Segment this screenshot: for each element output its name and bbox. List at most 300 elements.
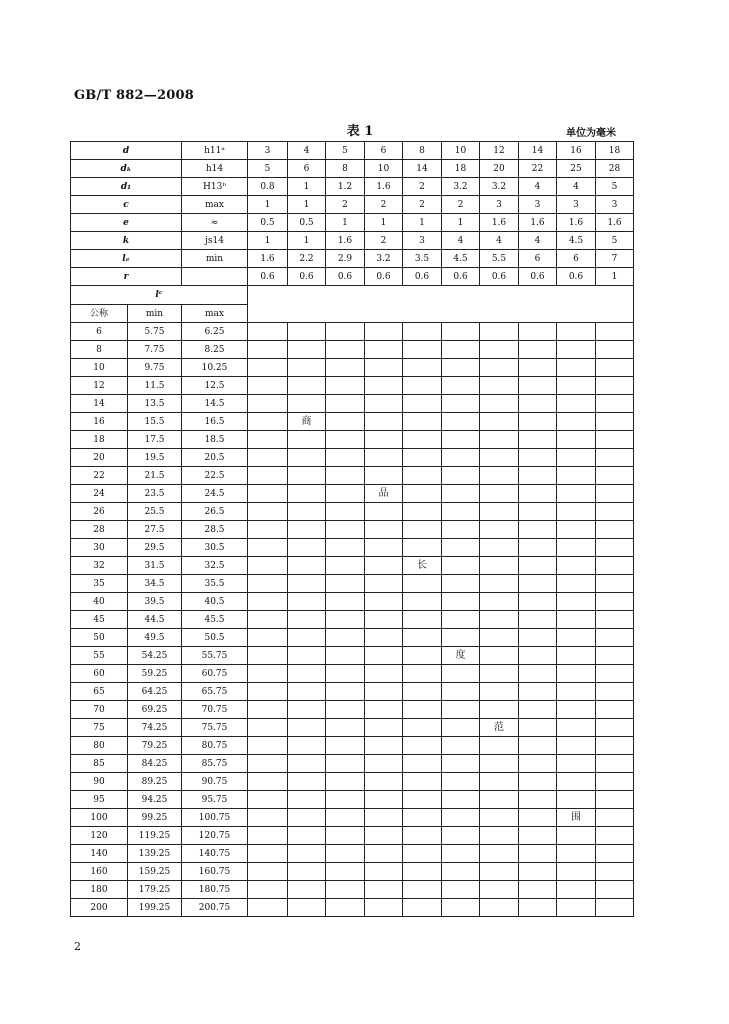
- spec-row: [71, 268, 634, 286]
- length-cell: [365, 701, 403, 719]
- length-cell: [403, 755, 442, 773]
- length-cell: [326, 827, 365, 845]
- spec-value: 1.6: [365, 178, 403, 196]
- length-cell: [442, 431, 480, 449]
- length-max: 24.5: [182, 485, 248, 503]
- length-nominal: 50: [71, 629, 128, 647]
- length-cell: [596, 377, 634, 395]
- spec-value: 3: [480, 196, 519, 214]
- length-nominal: 35: [71, 575, 128, 593]
- spec-value: 4.5: [557, 232, 596, 250]
- length-row: [71, 827, 634, 845]
- length-cell: [596, 521, 634, 539]
- length-cell: [442, 845, 480, 863]
- length-row: [71, 485, 634, 503]
- length-max: 50.5: [182, 629, 248, 647]
- dimension-table: [70, 141, 634, 917]
- length-cell: [557, 467, 596, 485]
- length-cell: [442, 683, 480, 701]
- length-cell: [248, 881, 288, 899]
- length-cell: [557, 827, 596, 845]
- length-cell: [596, 791, 634, 809]
- length-cell: [480, 827, 519, 845]
- spec-value: 1.6: [248, 250, 288, 268]
- length-cell: [248, 341, 288, 359]
- length-cell: [365, 575, 403, 593]
- length-cell: [557, 899, 596, 917]
- length-min: 7.75: [128, 341, 182, 359]
- spec-value: 4: [288, 142, 326, 160]
- length-cell: [288, 863, 326, 881]
- spec-tolerance: min: [182, 250, 248, 268]
- length-row: [71, 647, 634, 665]
- length-cell: [519, 647, 557, 665]
- length-cell: [557, 863, 596, 881]
- length-cell: [326, 899, 365, 917]
- spec-value: 0.6: [288, 268, 326, 286]
- length-cell: [248, 629, 288, 647]
- length-cell: [326, 719, 365, 737]
- length-cell: [365, 899, 403, 917]
- length-cell: [365, 755, 403, 773]
- spec-value: 4.5: [442, 250, 480, 268]
- spec-tolerance: h14: [182, 160, 248, 178]
- length-cell: [365, 323, 403, 341]
- length-cell: [248, 539, 288, 557]
- length-nominal: 140: [71, 845, 128, 863]
- length-min: 49.5: [128, 629, 182, 647]
- length-cell: [403, 701, 442, 719]
- length-row: [71, 539, 634, 557]
- spec-tolerance: h11ᵃ: [182, 142, 248, 160]
- length-cell: [557, 395, 596, 413]
- length-row: [71, 377, 634, 395]
- length-cell: [248, 665, 288, 683]
- length-cell: [403, 539, 442, 557]
- length-cell: [480, 845, 519, 863]
- length-cell: [326, 629, 365, 647]
- length-cell: [365, 719, 403, 737]
- length-row: [71, 611, 634, 629]
- length-min: 64.25: [128, 683, 182, 701]
- length-max: 32.5: [182, 557, 248, 575]
- length-cell: [326, 521, 365, 539]
- length-cell: [365, 665, 403, 683]
- spec-value: 0.8: [248, 178, 288, 196]
- length-cell: [248, 701, 288, 719]
- length-cell: [442, 323, 480, 341]
- length-cell: [519, 503, 557, 521]
- length-cell: [248, 323, 288, 341]
- length-cell: [596, 413, 634, 431]
- length-nominal: 22: [71, 467, 128, 485]
- length-cell: [442, 719, 480, 737]
- length-cell: [326, 863, 365, 881]
- length-cell: [442, 413, 480, 431]
- length-nominal: 80: [71, 737, 128, 755]
- length-cell: [248, 791, 288, 809]
- length-cell: [442, 665, 480, 683]
- length-cell: [248, 899, 288, 917]
- length-cell: [480, 539, 519, 557]
- length-min: 15.5: [128, 413, 182, 431]
- length-cell: [403, 593, 442, 611]
- spec-value: 1.6: [596, 214, 634, 232]
- length-cell: [288, 467, 326, 485]
- length-cell: [519, 395, 557, 413]
- length-cell: [288, 341, 326, 359]
- length-min: 5.75: [128, 323, 182, 341]
- length-cell: [403, 575, 442, 593]
- range-mark: 度: [442, 647, 480, 665]
- spec-symbol: lₑ: [71, 250, 182, 268]
- length-min: 159.25: [128, 863, 182, 881]
- length-cell: [403, 845, 442, 863]
- length-cell: [519, 629, 557, 647]
- length-max: 90.75: [182, 773, 248, 791]
- length-cell: [365, 341, 403, 359]
- length-cell: [403, 449, 442, 467]
- length-cell: [519, 665, 557, 683]
- length-max: 80.75: [182, 737, 248, 755]
- length-cell: [326, 611, 365, 629]
- length-cell: [288, 323, 326, 341]
- spec-value: 5: [248, 160, 288, 178]
- spec-value: 0.6: [557, 268, 596, 286]
- length-cell: [557, 593, 596, 611]
- length-max: 70.75: [182, 701, 248, 719]
- length-cell: [403, 737, 442, 755]
- spec-value: 2.9: [326, 250, 365, 268]
- length-cell: [519, 449, 557, 467]
- length-nominal: 28: [71, 521, 128, 539]
- length-cell: [557, 503, 596, 521]
- spec-value: 1: [288, 178, 326, 196]
- length-nominal: 24: [71, 485, 128, 503]
- length-cell: [365, 791, 403, 809]
- spec-row: [71, 232, 634, 250]
- length-cell: [288, 575, 326, 593]
- length-cell: [519, 899, 557, 917]
- length-cell: [519, 683, 557, 701]
- length-cell: [480, 593, 519, 611]
- length-cell: [519, 359, 557, 377]
- length-cell: [519, 881, 557, 899]
- length-cell: [519, 575, 557, 593]
- spec-value: 1.6: [326, 232, 365, 250]
- length-row: [71, 467, 634, 485]
- spec-value: 1.6: [480, 214, 519, 232]
- length-min: 11.5: [128, 377, 182, 395]
- length-max: 65.75: [182, 683, 248, 701]
- length-nominal: 32: [71, 557, 128, 575]
- spec-tolerance: ≈: [182, 214, 248, 232]
- l-nominal-header: 公称: [71, 305, 128, 323]
- spec-value: 2: [403, 196, 442, 214]
- spec-symbol: d₁: [71, 178, 182, 196]
- length-cell: [288, 593, 326, 611]
- length-nominal: 100: [71, 809, 128, 827]
- length-cell: [519, 701, 557, 719]
- length-cell: [326, 845, 365, 863]
- range-mark: 品: [365, 485, 403, 503]
- length-cell: [480, 611, 519, 629]
- spec-value: 2: [326, 196, 365, 214]
- length-cell: [288, 485, 326, 503]
- spec-value: 14: [403, 160, 442, 178]
- spec-value: 6: [365, 142, 403, 160]
- length-cell: [519, 467, 557, 485]
- length-cell: [365, 737, 403, 755]
- length-cell: [596, 881, 634, 899]
- spec-value: 3.2: [442, 178, 480, 196]
- length-cell: [519, 413, 557, 431]
- length-cell: [480, 557, 519, 575]
- spec-value: 12: [480, 142, 519, 160]
- length-cell: [442, 575, 480, 593]
- length-cell: [519, 845, 557, 863]
- length-nominal: 16: [71, 413, 128, 431]
- length-cell: [248, 485, 288, 503]
- length-nominal: 60: [71, 665, 128, 683]
- length-cell: [248, 719, 288, 737]
- length-cell: [442, 629, 480, 647]
- length-max: 18.5: [182, 431, 248, 449]
- length-cell: [403, 521, 442, 539]
- length-cell: [248, 737, 288, 755]
- length-cell: [403, 503, 442, 521]
- length-min: 99.25: [128, 809, 182, 827]
- length-cell: [519, 431, 557, 449]
- length-cell: [403, 881, 442, 899]
- length-cell: [365, 647, 403, 665]
- spec-row: [71, 178, 634, 196]
- length-cell: [288, 791, 326, 809]
- length-cell: [442, 863, 480, 881]
- length-cell: [326, 701, 365, 719]
- length-cell: [557, 773, 596, 791]
- length-cell: [557, 377, 596, 395]
- length-cell: [248, 395, 288, 413]
- length-min: 89.25: [128, 773, 182, 791]
- length-min: 17.5: [128, 431, 182, 449]
- length-cell: [519, 809, 557, 827]
- length-cell: [403, 341, 442, 359]
- length-cell: [480, 521, 519, 539]
- length-cell: [365, 593, 403, 611]
- length-cell: [442, 521, 480, 539]
- spec-symbol: dₖ: [71, 160, 182, 178]
- length-cell: [442, 449, 480, 467]
- length-cell: [480, 377, 519, 395]
- length-cell: [365, 557, 403, 575]
- length-max: 200.75: [182, 899, 248, 917]
- length-cell: [557, 449, 596, 467]
- spec-value: 16: [557, 142, 596, 160]
- length-cell: [248, 827, 288, 845]
- length-cell: [596, 647, 634, 665]
- length-cell: [442, 341, 480, 359]
- length-cell: [557, 431, 596, 449]
- spec-value: 18: [596, 142, 634, 160]
- spec-value: 1: [288, 196, 326, 214]
- length-cell: [480, 665, 519, 683]
- length-nominal: 65: [71, 683, 128, 701]
- length-cell: [557, 413, 596, 431]
- length-cell: [596, 629, 634, 647]
- l-group-header-row: [71, 286, 634, 305]
- length-cell: [403, 863, 442, 881]
- length-cell: [248, 359, 288, 377]
- length-cell: [365, 413, 403, 431]
- length-cell: [596, 809, 634, 827]
- spec-value: 5: [596, 178, 634, 196]
- length-cell: [365, 773, 403, 791]
- length-cell: [288, 539, 326, 557]
- length-row: [71, 737, 634, 755]
- length-cell: [365, 827, 403, 845]
- length-cell: [596, 539, 634, 557]
- length-cell: [365, 809, 403, 827]
- length-max: 45.5: [182, 611, 248, 629]
- length-row: [71, 449, 634, 467]
- length-min: 199.25: [128, 899, 182, 917]
- spec-value: 5: [326, 142, 365, 160]
- length-max: 140.75: [182, 845, 248, 863]
- length-max: 60.75: [182, 665, 248, 683]
- spec-value: 0.6: [248, 268, 288, 286]
- length-cell: [288, 845, 326, 863]
- spec-value: 7: [596, 250, 634, 268]
- spec-value: 20: [480, 160, 519, 178]
- length-cell: [557, 575, 596, 593]
- page-number: 2: [74, 940, 81, 953]
- length-cell: [596, 737, 634, 755]
- length-cell: [365, 377, 403, 395]
- spec-value: 6: [557, 250, 596, 268]
- length-cell: [557, 359, 596, 377]
- length-cell: [288, 521, 326, 539]
- length-cell: [480, 359, 519, 377]
- length-cell: [519, 485, 557, 503]
- length-cell: [596, 845, 634, 863]
- length-max: 6.25: [182, 323, 248, 341]
- length-cell: [557, 611, 596, 629]
- length-max: 85.75: [182, 755, 248, 773]
- spec-row: [71, 196, 634, 214]
- length-row: [71, 683, 634, 701]
- spec-value: 3.2: [480, 178, 519, 196]
- length-row: [71, 521, 634, 539]
- spec-value: 6: [288, 160, 326, 178]
- spec-value: 1.2: [326, 178, 365, 196]
- length-cell: [596, 395, 634, 413]
- length-cell: [442, 557, 480, 575]
- spec-value: 3: [403, 232, 442, 250]
- length-row: [71, 881, 634, 899]
- length-nominal: 45: [71, 611, 128, 629]
- length-cell: [557, 683, 596, 701]
- length-cell: [326, 431, 365, 449]
- length-nominal: 160: [71, 863, 128, 881]
- length-cell: [326, 755, 365, 773]
- spec-value: 0.6: [365, 268, 403, 286]
- length-cell: [365, 611, 403, 629]
- spec-value: 10: [365, 160, 403, 178]
- length-row: [71, 719, 634, 737]
- length-cell: [326, 881, 365, 899]
- spec-value: 2: [365, 196, 403, 214]
- spec-value: 6: [519, 250, 557, 268]
- spec-value: 0.6: [480, 268, 519, 286]
- length-cell: [480, 431, 519, 449]
- spec-tolerance: max: [182, 196, 248, 214]
- length-cell: [596, 683, 634, 701]
- length-cell: [326, 395, 365, 413]
- length-cell: [596, 701, 634, 719]
- length-row: [71, 341, 634, 359]
- length-cell: [248, 683, 288, 701]
- length-cell: [365, 881, 403, 899]
- length-cell: [248, 467, 288, 485]
- length-row: [71, 395, 634, 413]
- length-cell: [596, 719, 634, 737]
- length-cell: [480, 323, 519, 341]
- length-cell: [288, 683, 326, 701]
- length-cell: [557, 737, 596, 755]
- length-cell: [480, 647, 519, 665]
- length-cell: [248, 377, 288, 395]
- length-cell: [480, 395, 519, 413]
- length-max: 26.5: [182, 503, 248, 521]
- length-cell: [365, 629, 403, 647]
- length-cell: [248, 773, 288, 791]
- length-cell: [326, 485, 365, 503]
- length-cell: [480, 863, 519, 881]
- length-min: 19.5: [128, 449, 182, 467]
- length-cell: [326, 665, 365, 683]
- length-cell: [403, 647, 442, 665]
- length-cell: [480, 341, 519, 359]
- length-cell: [326, 503, 365, 521]
- length-nominal: 26: [71, 503, 128, 521]
- spec-value: 3.5: [403, 250, 442, 268]
- spec-value: 22: [519, 160, 557, 178]
- length-cell: [403, 899, 442, 917]
- spec-value: 2: [442, 196, 480, 214]
- length-cell: [288, 449, 326, 467]
- unit-note: 单位为毫米: [566, 128, 616, 139]
- length-cell: [288, 503, 326, 521]
- length-cell: [596, 323, 634, 341]
- length-cell: [442, 539, 480, 557]
- blank-region: [248, 286, 634, 323]
- range-mark: 范: [480, 719, 519, 737]
- length-cell: [365, 683, 403, 701]
- length-cell: [248, 557, 288, 575]
- spec-value: 1: [326, 214, 365, 232]
- length-max: 55.75: [182, 647, 248, 665]
- length-cell: [248, 431, 288, 449]
- length-cell: [326, 737, 365, 755]
- length-row: [71, 359, 634, 377]
- length-cell: [480, 791, 519, 809]
- length-cell: [403, 413, 442, 431]
- length-cell: [326, 575, 365, 593]
- length-cell: [480, 881, 519, 899]
- spec-value: 4: [519, 178, 557, 196]
- length-cell: [248, 755, 288, 773]
